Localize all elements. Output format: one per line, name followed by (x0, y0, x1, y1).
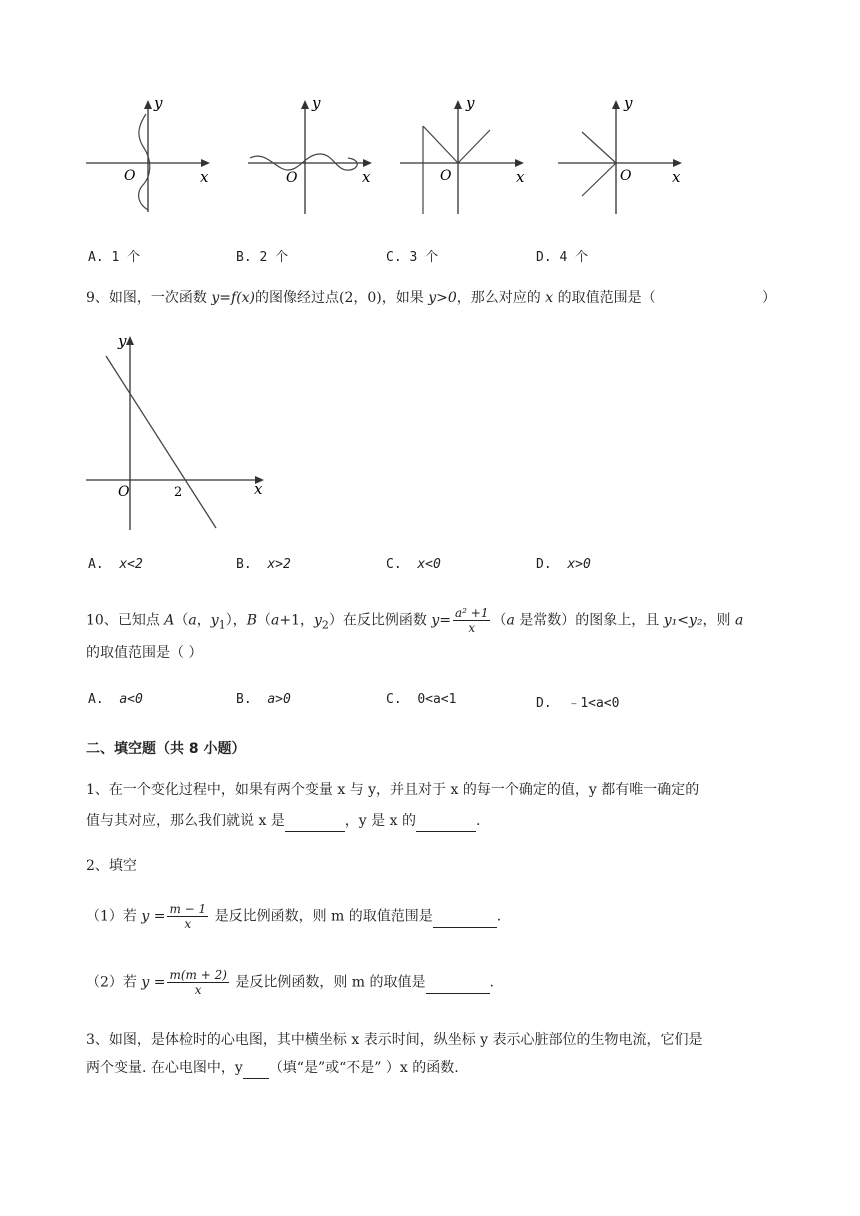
f1-line2: 值与其对应，那么我们就说 x 是 ，y 是 x 的 . (86, 811, 480, 832)
q9-option-b: B. x>2 (236, 557, 291, 572)
q10-fraction: $\frac{\text{a² +1}}{x}$ (455, 606, 489, 635)
q9-graph-x: x (254, 480, 263, 498)
q10-question-line1: 10、已知点 A（a，$y_1$），B（a+1，$y_2$）在反比例函数 y= $\frac{\text{a² +1}}{x}$ （a 是常数）的图象上，且 y₁<y₂，则 a (86, 606, 744, 635)
q8-g2-y: y (312, 94, 321, 112)
q10-number: 10、 (86, 612, 118, 629)
q9-number: 9、 (86, 290, 109, 306)
q8-graph-3 (400, 94, 525, 214)
f2-p2-blank[interactable] (426, 973, 490, 994)
q8-g2-o: O (286, 170, 298, 186)
f2-p1-blank[interactable] (433, 907, 497, 928)
f2-part1: （1）若 y = $\frac{m - 1}{x}$ 是反比例函数，则 m 的取值范围是 . (86, 902, 502, 931)
q9-option-d: D. x>0 (536, 557, 591, 572)
q8-graphs (80, 90, 700, 220)
q10-option-c: C. 0<a<1 (386, 692, 457, 707)
q10-option-b: B. a>0 (236, 692, 291, 707)
q8-option-a: A. 1 个 (88, 250, 141, 265)
q8-g1-o: O (124, 168, 136, 184)
q8-g3-x: x (516, 168, 525, 186)
f2-part2: （2）若 y = $\frac{m(m + 2)}{x}$ 是反比例函数，则 m 的取值是 . (86, 968, 494, 997)
f3-line1: 3、如图，是体检时的心电图，其中横坐标 x 表示时间，纵坐标 y 表示心脏部位的生物电流，它们是 (86, 1032, 703, 1048)
q8-graph-2 (248, 94, 372, 214)
f3-blank[interactable] (243, 1058, 269, 1079)
q8-option-c: C. 3 个 (386, 250, 439, 265)
q10-option-d: D. ﹣1<a<0 (536, 696, 620, 711)
q9-option-c: C. x<0 (386, 557, 441, 572)
section-2-title: 二、填空题（共 8 小题） (86, 741, 246, 757)
f1-blank-1[interactable] (285, 811, 345, 832)
q9-graph (84, 330, 274, 536)
q9-graph-origin: O (118, 484, 130, 500)
q8-option-b: B. 2 个 (236, 250, 289, 265)
q8-option-d: D. 4 个 (536, 250, 589, 265)
q8-g1-x: x (200, 168, 209, 186)
f2-title: 2、填空 (86, 858, 137, 874)
f1-blank-2[interactable] (416, 811, 476, 832)
q8-graph-4 (558, 94, 682, 214)
q8-g4-y: y (624, 94, 633, 112)
f2-p2-fraction: $\frac{m(m + 2)}{x}$ (169, 968, 227, 997)
q9-graph-tick: 2 (174, 485, 183, 500)
q8-g4-x: x (672, 168, 681, 186)
q9-option-a: A. x<2 (88, 557, 143, 572)
q10-option-a: A. a<0 (88, 692, 143, 707)
f3-line2: 两个变量. 在心电图中，y （填“是”或“不是” ）x 的函数. (86, 1058, 459, 1079)
q9-question: 9、如图，一次函数 y=f(x)的图像经过点(2，0)，如果 y>0，那么对应的 x 的取值范围是（ ） (86, 290, 776, 306)
q10-question-line2: 的取值范围是（ ） (86, 645, 203, 661)
q8-graph-1 (86, 94, 210, 212)
q8-g3-o: O (440, 168, 452, 184)
q8-g4-o: O (620, 168, 632, 184)
f2-p1-fraction: $\frac{m - 1}{x}$ (169, 902, 207, 931)
q9-graph-y: y (118, 332, 127, 350)
f1-line1: 1、在一个变化过程中，如果有两个变量 x 与 y，并且对于 x 的每一个确定的值，y 都有唯一确定的 (86, 782, 700, 798)
q9-function: y=f(x) (211, 290, 256, 306)
q8-g1-y: y (154, 94, 163, 112)
q8-g2-x: x (362, 168, 371, 186)
q8-g3-y: y (466, 94, 475, 112)
